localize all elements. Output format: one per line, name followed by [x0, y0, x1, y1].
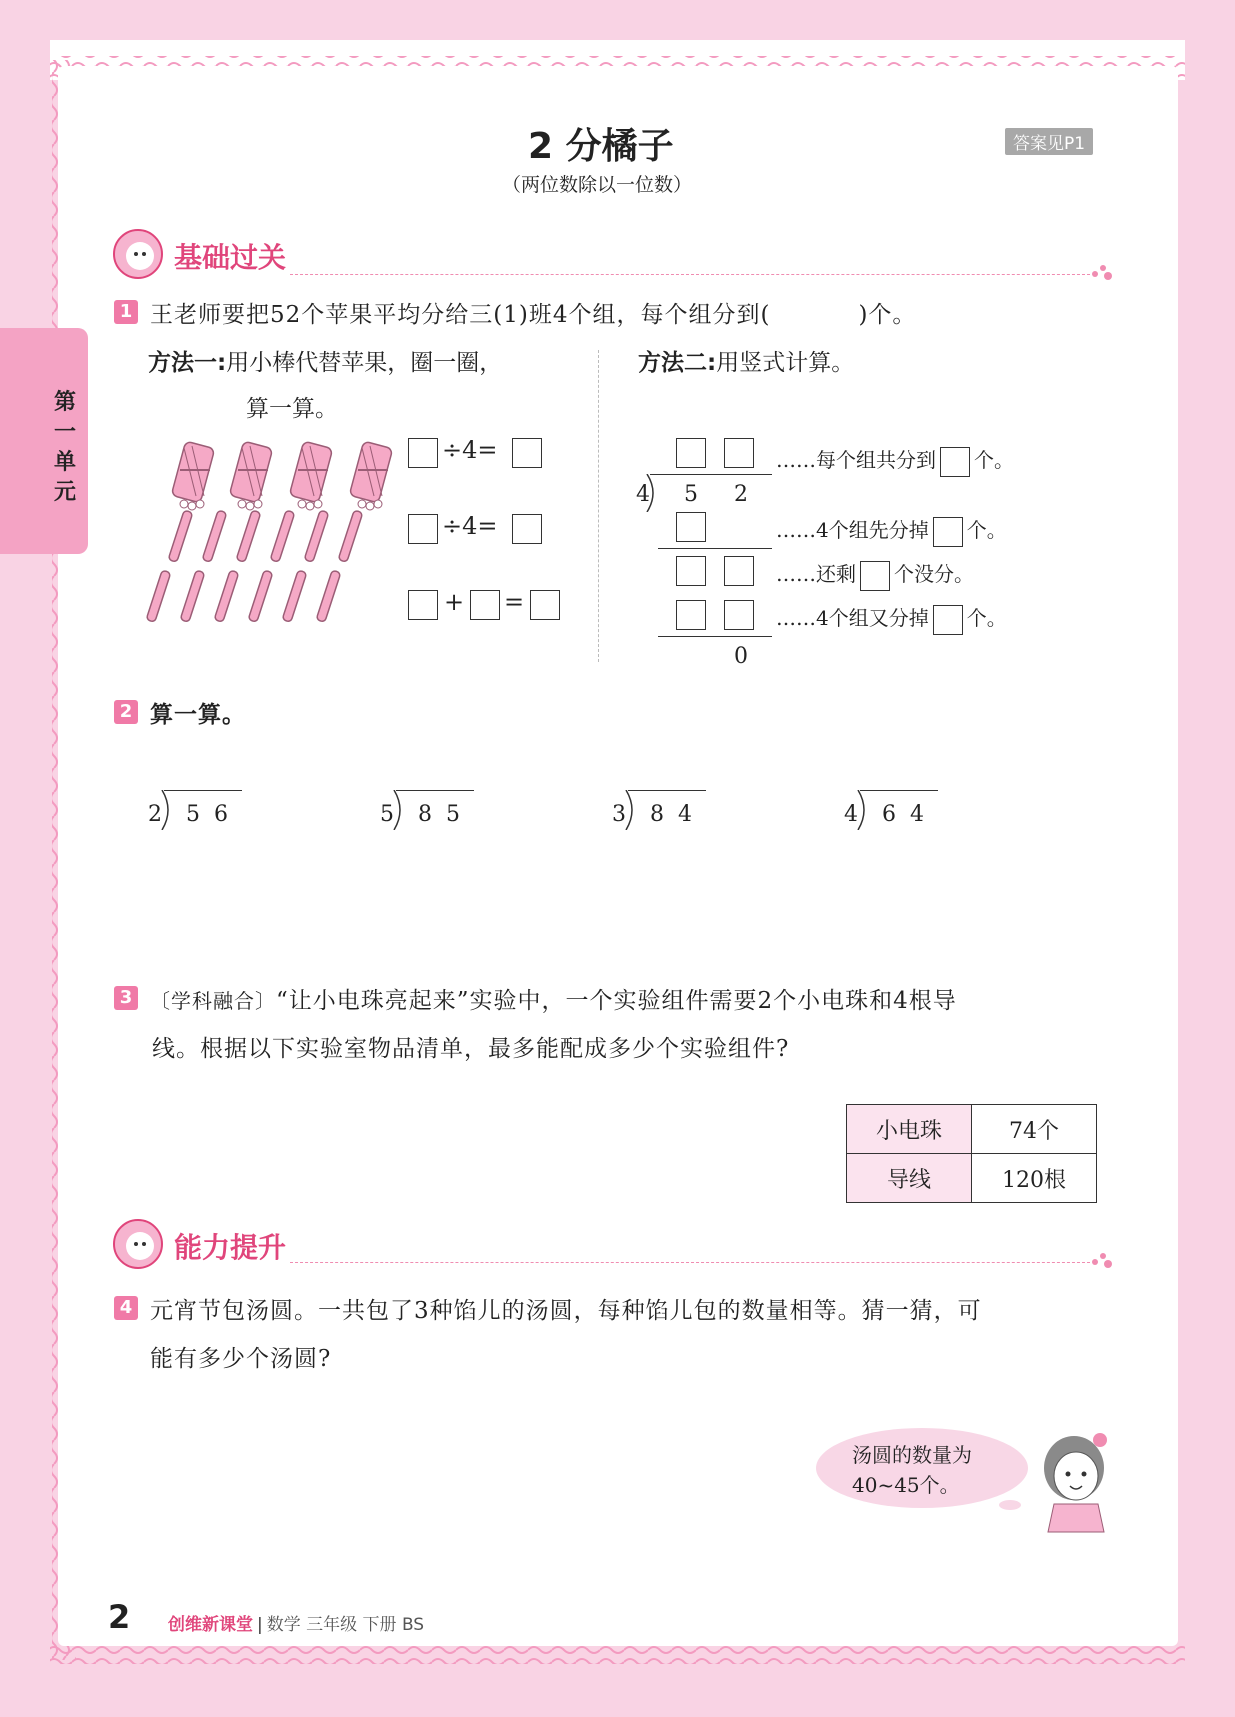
question-number-3: 3 [114, 986, 138, 1010]
dividend-digit: 5 [684, 482, 698, 507]
bundle-icon [171, 441, 214, 510]
answer-box[interactable] [470, 590, 500, 620]
answer-box[interactable] [530, 590, 560, 620]
table-cell-value: 120根 [972, 1154, 1097, 1203]
question-4-line-1: 元宵节包汤圆。一共包了3种馅儿的汤圆，每种馅儿包的数量相等。猜一猜，可 [150, 1298, 982, 1324]
division-bracket [856, 790, 870, 830]
division-bar [860, 790, 938, 791]
hint-line-2: 40~45个。 [852, 1473, 960, 1497]
hint-line-1: 汤圆的数量为 [852, 1443, 972, 1467]
section-heading-basic: 基础过关 [174, 241, 287, 274]
dots-decoration [1090, 1250, 1114, 1270]
table-cell-label: 小电珠 [847, 1105, 972, 1154]
dividend-digit: 6 [882, 802, 896, 827]
dividend-digit: 6 [214, 802, 228, 827]
table-row [847, 1154, 1097, 1203]
note-line-3 [776, 558, 974, 591]
question-3-line-2: 线。根据以下实验室物品清单，最多能配成多少个实验组件? [152, 1036, 790, 1062]
dividend-digit: 4 [678, 802, 692, 827]
note-1-text: ……每个组共分到 [776, 448, 936, 472]
question-number-1: 1 [114, 300, 138, 324]
method-one-line [148, 344, 502, 377]
divisor: 5 [380, 802, 394, 827]
method-two-label: 方法二: [638, 350, 717, 376]
thought-dots [998, 1498, 1024, 1512]
question-1-text-end: )个。 [858, 302, 917, 328]
question-3-text-1: “让小电珠亮起来”实验中，一个实验组件需要2个小电珠和4根导 [276, 988, 957, 1014]
division-problem [148, 790, 248, 830]
method-one-text-cont: 算一算。 [246, 396, 338, 422]
section-divider [290, 1262, 1090, 1263]
girl-illustration [1030, 1424, 1120, 1534]
divisor: 3 [612, 802, 626, 827]
question-number-2: 2 [114, 700, 138, 724]
note-2-unit: 个。 [966, 518, 1007, 542]
answer-box[interactable] [512, 514, 542, 544]
dividend-digit: 5 [186, 802, 200, 827]
hint-speech-bubble [816, 1428, 1028, 1508]
division-problem [612, 790, 712, 830]
dividend-digit: 8 [418, 802, 432, 827]
dividend-digit: 5 [446, 802, 460, 827]
divisor: 2 [148, 802, 162, 827]
dots-decoration [1090, 262, 1114, 282]
division-bracket [160, 790, 174, 830]
final-remainder: 0 [734, 644, 748, 669]
working-box[interactable] [724, 556, 754, 586]
note-3-unit: 个没分。 [894, 562, 974, 586]
answer-box[interactable] [933, 517, 963, 547]
section-divider [290, 274, 1090, 275]
division-problem [380, 790, 480, 830]
answer-reference-badge: 答案见P1 [1005, 128, 1093, 155]
note-3-text: ……还剩 [776, 562, 856, 586]
division-bracket [392, 790, 406, 830]
answer-box[interactable] [933, 605, 963, 635]
mascot-head-icon [112, 1218, 164, 1270]
footer-separator: | [257, 1615, 263, 1635]
dividend-digit: 4 [910, 802, 924, 827]
answer-box[interactable] [408, 438, 438, 468]
question-2-text: 算一算。 [150, 702, 246, 728]
working-box[interactable] [676, 600, 706, 630]
working-box[interactable] [676, 512, 706, 542]
single-sticks [140, 508, 380, 628]
answer-box[interactable] [860, 561, 890, 591]
division-bar [164, 790, 242, 791]
section-heading-advanced: 能力提升 [174, 1231, 287, 1264]
quotient-box[interactable] [724, 438, 754, 468]
note-2-text: ……4个组先分掉 [776, 518, 929, 542]
method-two-line [638, 344, 854, 377]
note-line-1 [776, 444, 1014, 477]
quotient-box[interactable] [676, 438, 706, 468]
page-number: 2 [108, 1598, 131, 1636]
answer-box[interactable] [512, 438, 542, 468]
mascot-head-icon [112, 228, 164, 280]
question-number-4: 4 [114, 1296, 138, 1320]
dividend-digit: 8 [650, 802, 664, 827]
dividend-digit: 2 [734, 482, 748, 507]
method-one-label: 方法一: [148, 350, 227, 376]
division-bar [396, 790, 474, 791]
method-one-text: 用小棒代替苹果，圈一圈， [226, 350, 503, 376]
question-3-line-1 [150, 982, 1110, 1015]
note-4-unit: 个。 [966, 606, 1007, 630]
equation-op: ÷4= [442, 436, 498, 464]
table-row [847, 1105, 1097, 1154]
question-1-text-start: 王老师要把52个苹果平均分给三(1)班4个组，每个组分到( [150, 302, 771, 328]
page-subtitle: （两位数除以一位数） [502, 174, 693, 196]
equation-op: + [444, 588, 465, 616]
table-cell-label: 导线 [847, 1154, 972, 1203]
division-bar [628, 790, 706, 791]
divisor: 4 [636, 482, 650, 507]
answer-box[interactable] [408, 514, 438, 544]
divisor: 4 [844, 802, 858, 827]
method-two-text: 用竖式计算。 [716, 350, 855, 376]
footer-info [168, 1610, 424, 1635]
division-problem [844, 790, 944, 830]
footer-book-info: 数学 三年级 下册 BS [266, 1615, 425, 1635]
note-1-unit: 个。 [974, 448, 1014, 472]
answer-box[interactable] [940, 447, 970, 477]
footer-brand: 创维新课堂 [168, 1615, 253, 1635]
question-4-line-2: 能有多少个汤圆? [150, 1346, 332, 1372]
subtraction-line [658, 548, 772, 549]
question-1-text [150, 296, 1050, 329]
unit-tab-label: 第一单元 [54, 390, 77, 505]
inventory-table [846, 1104, 1097, 1203]
equation-op: ÷4= [442, 512, 498, 540]
note-line-4 [776, 602, 1007, 635]
subject-tag: 〔学科融合〕 [150, 989, 276, 1013]
division-bar [650, 474, 772, 475]
method-divider [598, 350, 599, 662]
note-4-text: ……4个组又分掉 [776, 606, 929, 630]
working-box[interactable] [676, 556, 706, 586]
equation-op: = [504, 588, 525, 616]
table-cell-value: 74个 [972, 1105, 1097, 1154]
note-line-2 [776, 514, 1007, 547]
working-box[interactable] [724, 600, 754, 630]
subtraction-line [658, 636, 772, 637]
division-bracket [624, 790, 638, 830]
page-title: 2 分橘子 [528, 126, 674, 167]
answer-box[interactable] [408, 590, 438, 620]
